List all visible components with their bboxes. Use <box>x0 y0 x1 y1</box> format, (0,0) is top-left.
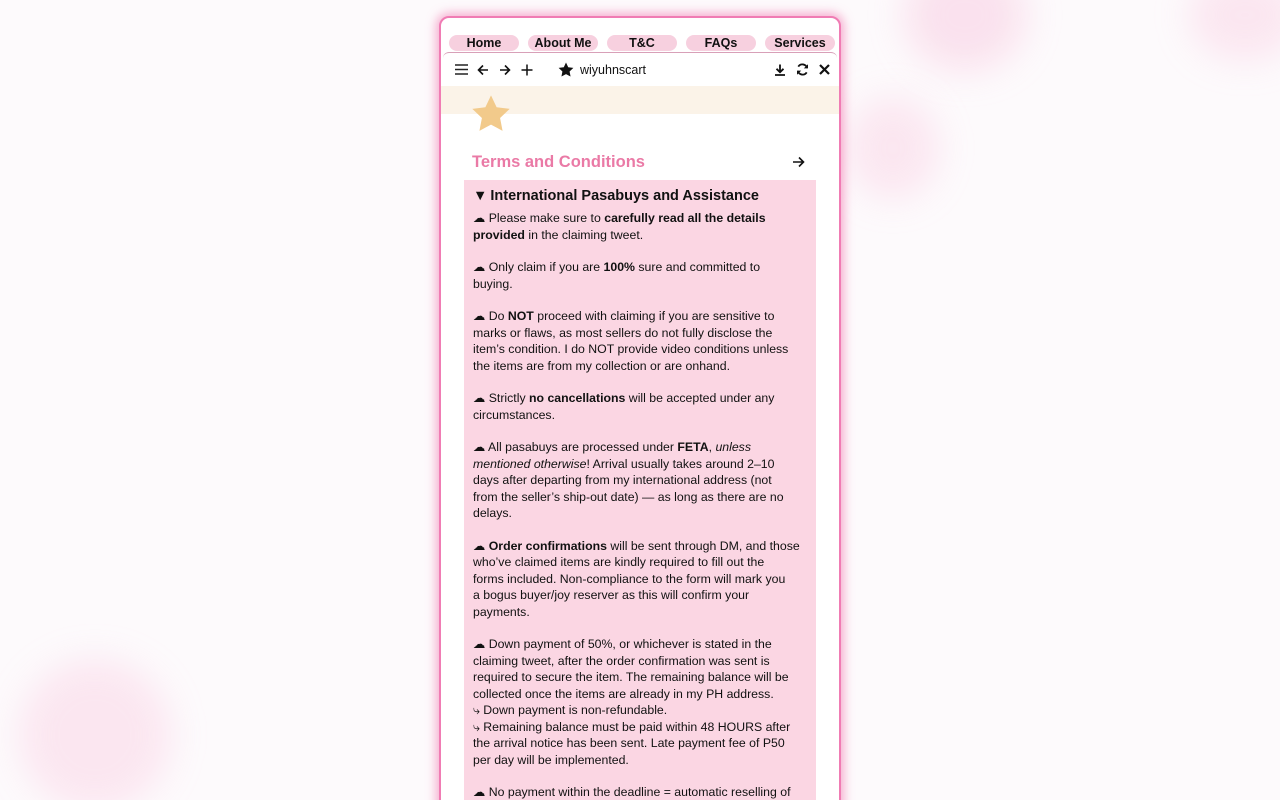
browser-window <box>439 16 841 800</box>
text-line <box>473 784 806 800</box>
arrow-left-icon[interactable] <box>472 59 494 81</box>
terms-paragraph <box>473 784 806 800</box>
text-segment: item’s condition. I do NOT provide video conditions unless <box>473 342 789 356</box>
nav-tab-services[interactable]: Services <box>765 35 835 51</box>
text-segment: payments. <box>473 604 530 619</box>
text-line <box>473 390 806 407</box>
text-segment: sure and committed to <box>634 260 761 274</box>
text-segment: circumstances. <box>473 407 556 422</box>
text-segment: , <box>708 440 716 454</box>
section-header <box>472 152 808 172</box>
text-segment: required to secure the item. The remaining balance will be <box>473 670 789 684</box>
nav-tab-faqs[interactable]: FAQs <box>686 35 756 51</box>
text-line <box>473 210 806 227</box>
text-segment: ☁ Only claim if you are <box>473 260 604 274</box>
text-segment: ☁ No payment within the deadline = automatic reselling of <box>473 785 791 799</box>
arrow-right-icon[interactable] <box>788 152 808 172</box>
text-line <box>473 439 806 456</box>
text-line <box>473 456 806 473</box>
text-line <box>473 719 806 736</box>
text-segment: proceed with claiming if you are sensitive to <box>533 309 775 323</box>
text-line <box>473 325 806 342</box>
text-line <box>473 341 806 358</box>
text-segment: ☁ Strictly <box>473 391 530 405</box>
section-title: Terms and Conditions <box>472 152 645 171</box>
text-line <box>473 653 806 670</box>
text-line <box>473 636 806 653</box>
text-line <box>473 686 806 703</box>
text-segment: ☁ All pasabuys are processed under <box>473 440 678 454</box>
terms-paragraph <box>473 636 806 768</box>
background-blur-flower <box>848 98 938 198</box>
star-icon <box>558 62 574 77</box>
text-segment: forms included. Non-compliance to the form will mark you <box>473 571 786 586</box>
site-title: wiyuhnscart <box>580 62 646 77</box>
terms-paragraph <box>473 259 806 292</box>
text-line <box>473 259 806 276</box>
download-icon[interactable] <box>769 59 791 81</box>
text-segment: delays. <box>473 506 512 520</box>
text-line <box>473 276 806 293</box>
text-line <box>473 735 806 752</box>
background-blur-flower <box>905 0 1025 70</box>
nav-tabs <box>449 35 835 51</box>
text-segment: ☁ Please make sure to <box>473 211 605 225</box>
text-segment: ! Arrival usually takes around 2–10 <box>586 456 775 471</box>
text-segment: buying. <box>473 276 513 291</box>
terms-list <box>473 210 806 800</box>
nav-tab-home[interactable]: Home <box>449 35 519 51</box>
nav-tab-about-me[interactable]: About Me <box>528 35 598 51</box>
browser-toolbar <box>443 52 837 86</box>
arrow-right-icon[interactable] <box>494 59 516 81</box>
text-segment: days after departing from my international address (not <box>473 473 772 487</box>
menu-icon[interactable] <box>450 59 472 81</box>
text-segment: will be sent through DM, and those <box>606 538 800 553</box>
terms-paragraph <box>473 210 806 243</box>
star-icon <box>471 94 511 137</box>
text-line <box>473 538 806 555</box>
bold-text: 100% <box>603 260 635 274</box>
bold-text: no cancellations <box>529 391 626 405</box>
bold-text: provided <box>473 227 525 242</box>
text-line <box>473 407 806 424</box>
terms-paragraph <box>473 308 806 374</box>
text-segment: ⤷ Remaining balance must be paid within 48 HOURS after <box>473 719 791 734</box>
text-line <box>473 358 806 375</box>
text-segment: from the seller’s ship-out date) — as long as there are no <box>473 489 784 504</box>
disclosure-triangle-icon: ▼ <box>473 188 488 204</box>
italic-text: unless <box>715 440 751 454</box>
text-line <box>473 472 806 489</box>
text-segment: marks or flaws, as most sellers do not fully disclose the <box>473 325 773 340</box>
text-line <box>473 752 806 769</box>
text-line <box>473 571 806 588</box>
text-segment: will be accepted under any <box>625 391 775 405</box>
details-summary-label: International Pasabuys and Assistance <box>490 188 759 204</box>
background-blur-flower <box>20 660 170 800</box>
address-bar[interactable] <box>558 62 646 77</box>
text-segment: ☁ <box>473 538 489 553</box>
text-line <box>473 702 806 719</box>
text-segment: collected once the items are already in my PH address. <box>473 686 774 701</box>
terms-paragraph <box>473 390 806 423</box>
text-segment: in the claiming tweet. <box>524 227 644 242</box>
details-summary[interactable] <box>473 188 806 204</box>
text-line <box>473 505 806 522</box>
close-icon[interactable] <box>813 59 835 81</box>
text-line <box>473 489 806 506</box>
text-segment: ☁ Down payment of 50%, or whichever is stated in the <box>473 637 772 651</box>
text-line <box>473 587 806 604</box>
bold-text: carefully read all the details <box>604 211 766 225</box>
details-card <box>464 180 816 800</box>
background-blur-flower <box>1190 0 1280 60</box>
plus-icon[interactable] <box>516 59 538 81</box>
text-segment: ⤷ Down payment is non-refundable. <box>473 703 668 717</box>
text-line <box>473 604 806 621</box>
text-segment: per day will be implemented. <box>473 752 629 767</box>
text-segment: who’ve claimed items are kindly required to fill out the <box>473 555 765 569</box>
refresh-icon[interactable] <box>791 59 813 81</box>
text-segment: ☁ Do <box>473 309 508 323</box>
italic-text: mentioned otherwise <box>473 456 587 471</box>
text-segment: the arrival notice has been sent. Late payment fee of P50 <box>473 736 785 750</box>
bold-text: FETA <box>677 440 709 454</box>
bold-text: NOT <box>507 309 534 323</box>
bold-text: Order confirmations <box>488 538 607 553</box>
text-segment: claiming tweet, after the order confirmation was sent is <box>473 653 770 668</box>
text-line <box>473 308 806 325</box>
nav-tab-terms[interactable]: T&C <box>607 35 677 51</box>
terms-paragraph <box>473 439 806 522</box>
text-line <box>473 227 806 244</box>
text-line <box>473 554 806 571</box>
text-segment: a bogus buyer/joy reserver as this will confirm your <box>473 588 750 602</box>
text-line <box>473 669 806 686</box>
terms-paragraph <box>473 538 806 621</box>
text-segment: the items are from my collection or are onhand. <box>473 358 730 373</box>
